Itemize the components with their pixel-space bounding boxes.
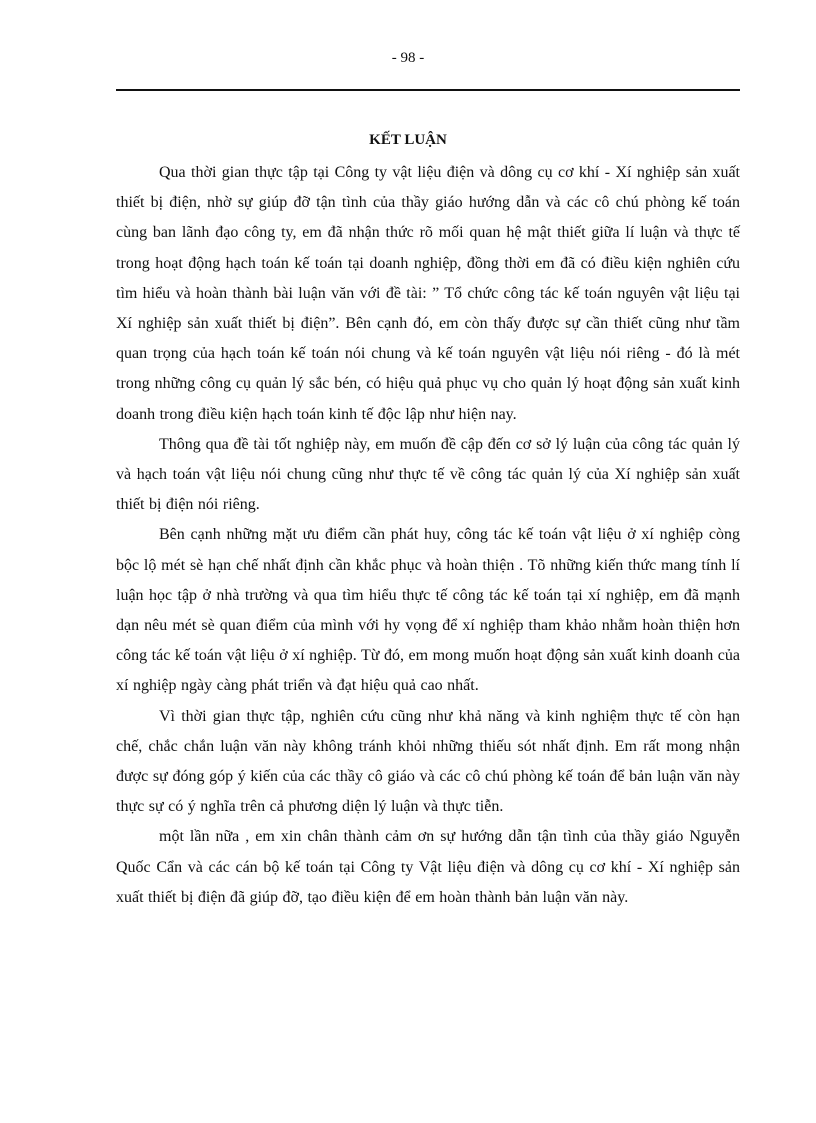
paragraph-5: một lần nữa , em xin chân thành cảm ơn sự hướng dẫn tận tình của thầy giáo Nguyễn Quốc Cẩn và các cán bộ kế toán tại Công ty Vật liệu điện và dông cụ cơ khí - Xí nghiệp sản xuất thiết bị điện đã giúp đỡ, tạo điều kiện để em hoàn thành bản luận văn này.: [116, 828, 740, 906]
page-number: - 98 -: [391, 50, 425, 66]
body-text: [116, 158, 740, 913]
page-title: KẾT LUẬN: [369, 132, 447, 148]
paragraph-3: Bên cạnh những mặt ưu điểm cần phát huy, công tác kế toán vật liệu ở xí nghiệp còng bộc lộ mét sè hạn chế nhất định cần khắc phục và hoàn thiện . Tõ những kiến thức mang tính lí luận học tập ở nhà trường và qua tìm hiểu thực tế công tác kế toán tại xí nghiệp, em đã mạnh dạn nêu mét sè quan điểm của mình với hy vọng để xí nghiệp tham khảo nhằm hoàn thiện hơn công tác kế toán vật liệu ở xí nghiệp. Từ đó, em mong muốn hoạt động sản xuất kinh doanh của xí nghiệp ngày càng phát triển và đạt hiệu quả cao nhất.: [116, 526, 740, 695]
paragraph-2: Thông qua đề tài tốt nghiệp này, em muốn đề cập đến cơ sở lý luận của công tác quản lý và hạch toán vật liệu nói chung cũng như thực tế về công tác quản lý của Xí nghiệp sản xuất thiết bị điện nói riêng.: [116, 435, 740, 514]
paragraph-4: Vì thời gian thực tập, nghiên cứu cũng như khả năng và kinh nghiệm thực tế còn hạn chế, chắc chắn luận văn này không tránh khỏi những thiếu sót nhất định. Em rất mong nhận được sự đóng góp ý kiến của các thầy cô giáo và các cô chú phòng kế toán để bản luận văn này thực sự có ý nghĩa trên cả phương diện lý luận và thực tiễn.: [116, 707, 740, 816]
header-rule: [116, 89, 740, 91]
paragraph-1: Qua thời gian thực tập tại Công ty vật liệu điện và dông cụ cơ khí - Xí nghiệp sản xuất thiết bị điện, nhờ sự giúp đỡ tận tình của thầy giáo hướng dẫn và các cô chú phòng kế toán cùng ban lãnh đạo công ty, em đã nhận thức rõ mối quan hệ mật thiết giữa lí luận và thực tế trong hoạt động hạch toán kế toán tại doanh nghiệp, đồng thời em đã có điều kiện nghiên cứu tìm hiểu và hoàn thành bài luận văn với đề tài: ” Tổ chức công tác kế toán nguyên vật liệu tại Xí nghiệp sản xuất thiết bị điện”. Bên cạnh đó, em còn thấy được sự cần thiết cũng như tầm quan trọng của hạch toán kế toán nói chung và kế toán nguyên vật liệu nói riêng - đó là mét trong những công cụ quản lý sắc bén, có hiệu quả phục vụ cho quản lý hoạt động sản xuất kinh doanh trong điều kiện hạch toán kinh tế độc lập như hiện nay.: [116, 164, 740, 423]
